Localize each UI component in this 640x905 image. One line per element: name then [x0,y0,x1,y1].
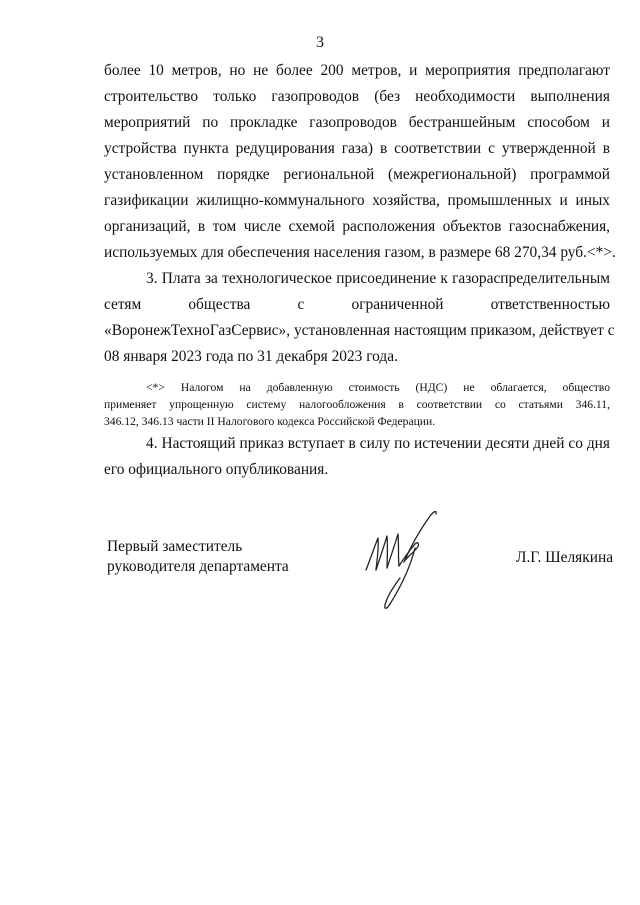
handwritten-signature [360,508,450,618]
body-line: используемых для обеспечения населения газом, в размере 68 270,34 руб.<*>. [104,244,616,261]
body-line: его официального опубликования. [104,461,329,478]
signatory-position [107,537,289,577]
footnote-line: <*> Налогом на добавленную стоимость (НДС) не облагается, общество [146,381,610,394]
signatory-position-line-2: руководителя департамента [107,558,289,575]
body-line: газификации жилищно-коммунального хозяйства, промышленных и иных [104,192,610,209]
footnote-line: 346.12, 346.13 части II Налогового кодекса Российской Федерации. [104,415,436,428]
body-line: «ВоронежТехноГазСервис», установленная настоящим приказом, действует с [104,322,615,339]
footnote-line: применяет упрощенную систему налогообложения в соответствии со статьями 346.11, [104,398,610,411]
paragraph-3-first-line: 3. Плата за технологическое присоединение к газораспределительным [146,270,610,287]
body-line: 08 января 2023 года по 31 декабря 2023 года. [104,348,398,365]
body-line: строительство только газопроводов (без необходимости выполнения [104,88,610,105]
signatory-name: Л.Г. Шелякина [516,549,614,566]
signatory-position-line-1: Первый заместитель [107,538,243,555]
page-number: 3 [316,34,324,51]
body-line: более 10 метров, но не более 200 метров, и мероприятия предполагают [104,62,610,79]
body-line: устройства пункта редуцирования газа) в соответствии с утвержденной в [104,140,610,157]
body-line: мероприятий по прокладке газопроводов бестраншейным способом и [104,114,610,131]
paragraph-4-first-line: 4. Настоящий приказ вступает в силу по истечении десяти дней со дня [146,435,610,452]
body-line: установленном порядке региональной (межрегиональной) программой [104,166,610,183]
body-line: сетям общества с ограниченной ответственностью [104,296,610,313]
body-line: организаций, в том числе схемой расположения объектов газоснабжения, [104,218,610,235]
